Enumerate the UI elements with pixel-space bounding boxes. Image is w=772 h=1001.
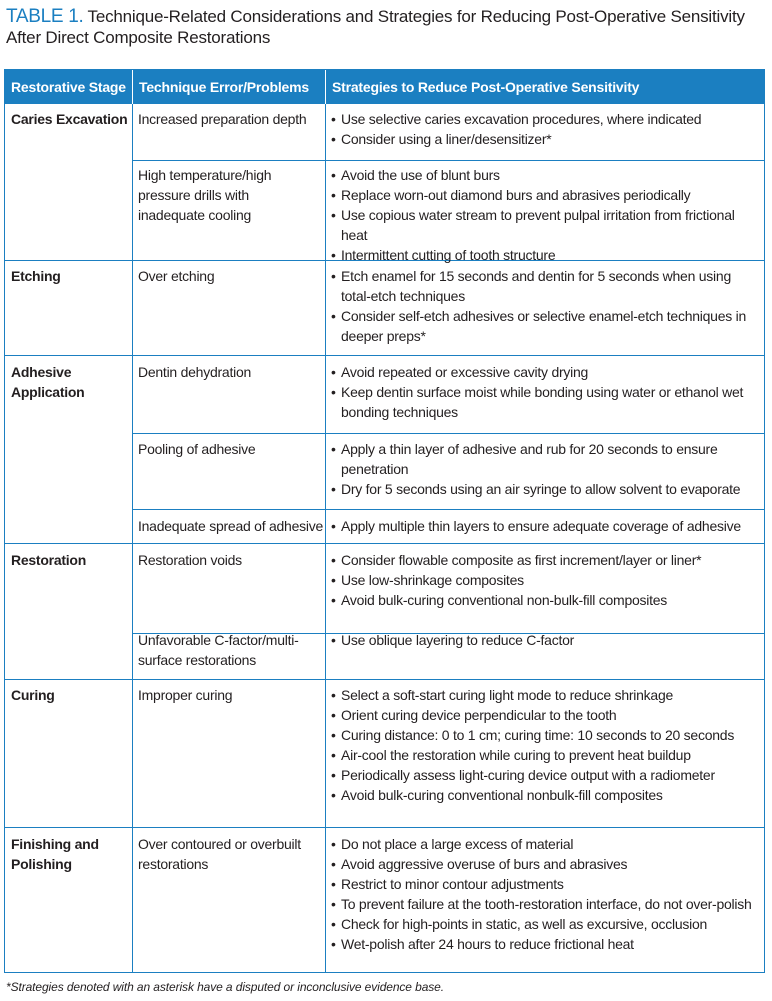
strategy-list bbox=[330, 439, 758, 499]
strategy-item: • Avoid bulk-curing conventional nonbulk-fill composites bbox=[330, 785, 762, 805]
problem-cell: Over contoured or overbuilt restorations bbox=[138, 836, 301, 872]
strategy-item: • Wet-polish after 24 hours to reduce frictional heat bbox=[330, 934, 762, 954]
stage-finishing-polishing: Finishing and Polishing bbox=[11, 836, 99, 872]
strategy-item: • Check for high-points in static, as well as excursive, occlusion bbox=[330, 914, 762, 934]
strategy-list bbox=[330, 834, 762, 954]
strategy-item: • Dry for 5 seconds using an air syringe to allow solvent to evaporate bbox=[330, 479, 758, 499]
strategy-list bbox=[330, 685, 762, 805]
strategy-item: • Avoid repeated or excessive cavity drying bbox=[330, 362, 758, 382]
strategy-item: • To prevent failure at the tooth-restoration interface, do not over-polish bbox=[330, 894, 762, 914]
strategy-item: • Avoid aggressive overuse of burs and abrasives bbox=[330, 854, 762, 874]
strategy-list bbox=[330, 266, 758, 346]
strategy-list bbox=[330, 362, 758, 422]
problem-cell: Increased preparation depth bbox=[138, 111, 307, 127]
strategy-item: • Etch enamel for 15 seconds and dentin for 5 seconds when using total-etch techniques bbox=[330, 266, 758, 306]
table-caption: Technique-Related Considerations and Strategies for Reducing Post-Operative Sensitivity After Direct Composite Restorations bbox=[6, 7, 745, 47]
strategy-item: • Curing distance: 0 to 1 cm; curing time: 10 seconds to 20 seconds bbox=[330, 725, 762, 745]
problem-cell: Inadequate spread of adhesive bbox=[138, 518, 324, 534]
table-footnote: *Strategies denoted with an asterisk have a disputed or inconclusive evidence base. bbox=[6, 980, 444, 994]
strategy-item: • Apply multiple thin layers to ensure adequate coverage of adhesive bbox=[330, 516, 762, 536]
header-restorative-stage: Restorative Stage bbox=[11, 79, 126, 95]
strategy-item: • Use low-shrinkage composites bbox=[330, 570, 762, 590]
strategy-item: • Replace worn-out diamond burs and abrasives periodically bbox=[330, 185, 762, 205]
strategy-item: • Keep dentin surface moist while bonding using water or ethanol wet bonding techniques bbox=[330, 382, 758, 422]
strategy-item: • Consider self-etch adhesives or selective enamel-etch techniques in deeper preps* bbox=[330, 306, 758, 346]
strategy-list bbox=[330, 630, 762, 650]
problem-cell: Pooling of adhesive bbox=[138, 441, 256, 457]
problem-cell: Unfavorable C-factor/multi-surface restorations bbox=[138, 632, 299, 668]
table-label: TABLE 1. bbox=[6, 6, 84, 27]
strategy-item: • Restrict to minor contour adjustments bbox=[330, 874, 762, 894]
header-strategies: Strategies to Reduce Post-Operative Sensitivity bbox=[332, 79, 640, 95]
strategy-item: • Consider flowable composite as first increment/layer or liner* bbox=[330, 550, 762, 570]
header-technique-error: Technique Error/Problems bbox=[139, 79, 309, 95]
problem-cell: Improper curing bbox=[138, 687, 233, 703]
stage-adhesive-application: Adhesive Application bbox=[11, 364, 85, 400]
stage-restoration: Restoration bbox=[11, 552, 87, 568]
problem-cell: High temperature/high pressure drills with inadequate cooling bbox=[138, 167, 272, 223]
strategy-item: • Avoid the use of blunt burs bbox=[330, 165, 762, 185]
strategy-item: • Use oblique layering to reduce C-factor bbox=[330, 630, 762, 650]
strategy-item: • Do not place a large excess of material bbox=[330, 834, 762, 854]
strategy-list bbox=[330, 165, 762, 265]
strategy-list bbox=[330, 109, 760, 149]
table-title bbox=[6, 6, 766, 48]
strategy-item: • Intermittent cutting of tooth structure bbox=[330, 245, 762, 265]
strategy-item: • Periodically assess light-curing device output with a radiometer bbox=[330, 765, 762, 785]
problem-cell: Restoration voids bbox=[138, 552, 242, 568]
strategies-table bbox=[4, 69, 765, 973]
strategy-item: • Air-cool the restoration while curing to prevent heat buildup bbox=[330, 745, 762, 765]
strategy-list bbox=[330, 550, 762, 610]
stage-etching: Etching bbox=[11, 268, 61, 284]
stage-curing: Curing bbox=[11, 687, 55, 703]
problem-cell: Over etching bbox=[138, 268, 215, 284]
strategy-item: • Avoid bulk-curing conventional non-bulk-fill composites bbox=[330, 590, 762, 610]
strategy-item: • Orient curing device perpendicular to the tooth bbox=[330, 705, 762, 725]
problem-cell: Dentin dehydration bbox=[138, 364, 252, 380]
strategy-item: • Use copious water stream to prevent pulpal irritation from frictional heat bbox=[330, 205, 762, 245]
strategy-item: • Consider using a liner/desensitizer* bbox=[330, 129, 760, 149]
strategy-item: • Apply a thin layer of adhesive and rub for 20 seconds to ensure penetration bbox=[330, 439, 758, 479]
strategy-item: • Select a soft-start curing light mode to reduce shrinkage bbox=[330, 685, 762, 705]
table-header-row bbox=[5, 70, 764, 104]
strategy-item: • Use selective caries excavation procedures, where indicated bbox=[330, 109, 760, 129]
stage-caries-excavation: Caries Excavation bbox=[11, 111, 128, 127]
strategy-list bbox=[330, 516, 762, 536]
